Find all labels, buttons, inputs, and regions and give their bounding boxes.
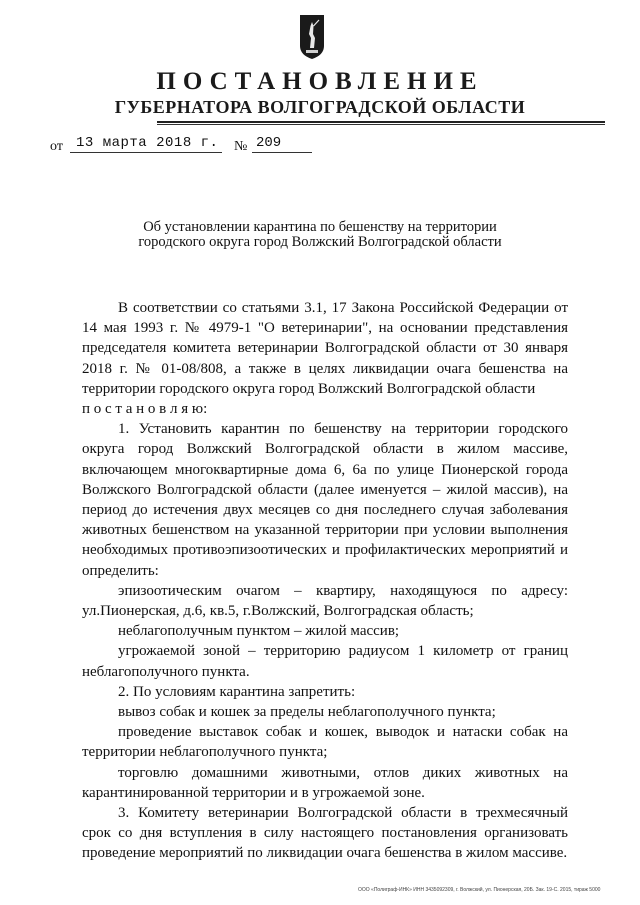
decree-formula: п о с т а н о в л я ю: bbox=[82, 401, 208, 418]
document-number: 209 bbox=[256, 135, 282, 151]
clause-1-unfavorable-point: неблагополучным пунктом – жилой массив; bbox=[118, 623, 400, 640]
issuer-title: ГУБЕРНАТОРА ВОЛГОГРАДСКОЙ ОБЛАСТИ bbox=[114, 97, 526, 117]
clause-1-paragraph: 1. Установить карантин по бешенству на территории городского округа город Волжский Волгоградской области в жилом массиве, включающем многоквартирные дома 6, 6а по улице Пионерской города Волжского Волгоградской области (далее именуется – жилой массив), на период до истечения двух месяцев со дня последнего случая заболевания животных бешенством на указанной территории при условии выполнения необходимых противоэпизоотических и профилактических мероприятий и определить: bbox=[82, 421, 568, 579]
document-subject bbox=[0, 220, 640, 250]
document-body bbox=[82, 298, 568, 864]
preamble-paragraph: В соответствии со статьями 3.1, 17 Закона Российской Федерации от 14 мая 1993 г. № 4979-1 "О ветеринарии", на основании представления председателя комитета ветеринарии Волгоградской области от 30 января 2018 г. № 01-08/808, а также в целях ликвидации очага бешенства на территории городского округа город Волжский Волгоградской области bbox=[82, 300, 568, 397]
date-underline bbox=[70, 152, 222, 153]
coat-of-arms-emblem bbox=[299, 14, 325, 60]
print-imprint: ООО «Полиграф-ИНК» ИНН 3435092309, г. Волжский, ул. Пионерская, 20Б. Зак. 19-С. 2015, тираж 5000 bbox=[358, 887, 601, 893]
clause-2-item-trade: торговлю домашними животными, отлов диких животных на карантинированной территории и в угрожаемой зоне. bbox=[82, 764, 568, 801]
clause-3-paragraph: 3. Комитету ветеринарии Волгоградской области в трехмесячный срок со дня вступления в силу настоящего постановления организовать проведение мероприятий по ликвидации очага бешенства в жилом массиве. bbox=[82, 805, 568, 862]
number-label: № bbox=[234, 139, 248, 154]
subject-line-2: городского округа город Волжский Волгоградской области bbox=[138, 234, 502, 250]
subject-line-1: Об установлении карантина по бешенству на территории bbox=[143, 219, 497, 235]
clause-2-item-export: вывоз собак и кошек за пределы неблагополучного пункта; bbox=[118, 704, 496, 721]
number-underline bbox=[252, 152, 312, 153]
document-date: 13 марта 2018 г. bbox=[76, 135, 219, 151]
clause-1-threatened-zone: угрожаемой зоной – территорию радиусом 1 километр от границ неблагополучного пункта. bbox=[82, 643, 568, 680]
document-title: ПОСТАНОВЛЕНИЕ bbox=[156, 68, 484, 95]
clause-2-item-exhibitions: проведение выставок собак и кошек, выводок и натаски собак на территории неблагополучного пункта; bbox=[82, 724, 568, 761]
header-rule-thin bbox=[157, 124, 605, 125]
clause-1-epizootic-focus: эпизоотическим очагом – квартиру, находящуюся по адресу: ул.Пионерская, д.6, кв.5, г.Волжский, Волгоградская область; bbox=[82, 582, 568, 620]
date-prefix-label: от bbox=[50, 139, 63, 154]
header-rule bbox=[157, 121, 605, 123]
clause-2-paragraph: 2. По условиям карантина запретить: bbox=[118, 683, 356, 700]
